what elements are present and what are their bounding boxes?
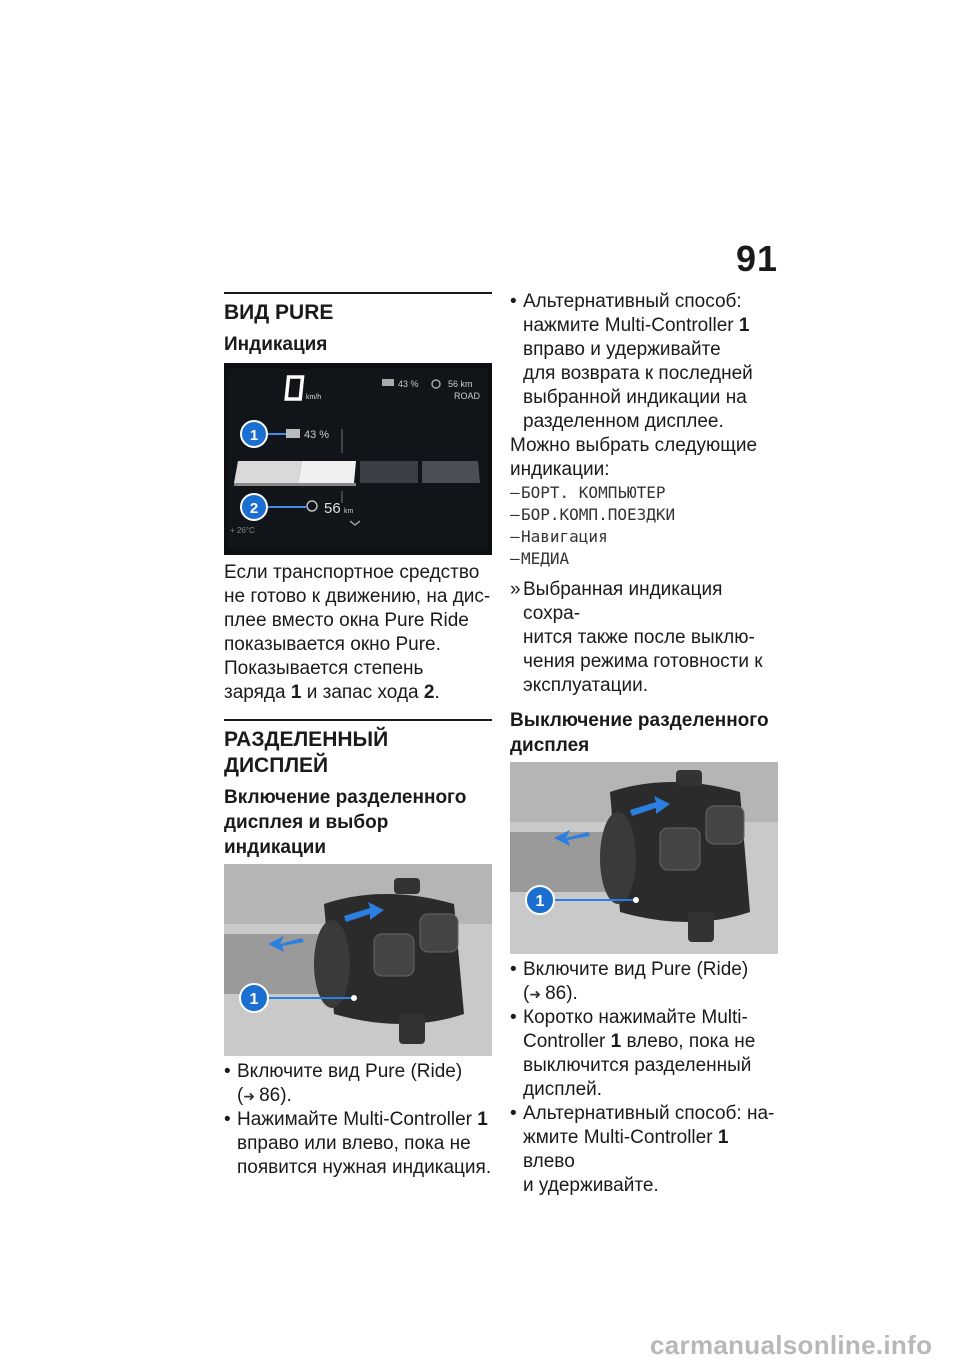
section-title-pure-view: ВИД PURE (224, 301, 334, 324)
multi-controller-photo-left (510, 762, 778, 954)
range-value: 56 (324, 500, 341, 517)
charge-value: 43 % (304, 429, 330, 441)
speed-unit: km/h (306, 394, 322, 401)
list-item: • Альтернативный способ: на- жмите Multi-Controller 1 влево и удерживайте. (510, 1103, 775, 1196)
reference-arrow-icon: ➜ (529, 986, 542, 1002)
callout-badge-2: 2 (249, 500, 259, 517)
list-item: • Включите вид Pure (Ride) (➜ 86). (224, 1061, 463, 1106)
option-item: –БОРТ. КОМПЬЮТЕР (510, 483, 666, 502)
section-divider (224, 292, 492, 294)
disable-split-steps (510, 958, 778, 1198)
svg-text:56 km: 56 km (448, 379, 473, 389)
handlebar-controls-illustration (510, 762, 778, 954)
list-item: • Альтернативный способ: нажмите Multi-Controller 1 вправо и удерживайте для возврата к последней выбранной индикации на разделенном дисплее. (510, 291, 753, 432)
subheading-disable-split: Выключение разделенного дисплея (510, 710, 769, 756)
right-column: • Альтернативный способ: нажмите Multi-Controller 1 вправо и удерживайте для возврата к последней выбранной индикации на разделенном дисплее. Можно выбрать следующие индикации: –БОРТ. КОМПЬЮТЕР –БОР.КОМП.ПОЕЗДКИ –Навигация –МЕДИА » Выбранная индикация сохра- нится также после выклю- чения режима готовности к эксплуатации. Выключение разделенного дисплея 1 • Включите вид Pure (Ride) (➜ 86). • Коротко нажимайте Multi- Controller 1 влево, пока не выключится разделенный дисплей. • Альтернативный способ: на- жмите Multi-Controller 1 влево и удерживайте. (510, 292, 778, 1198)
reference-arrow-icon: ➜ (243, 1088, 256, 1104)
tft-display-illustration (224, 363, 492, 555)
option-item: –БОР.КОМП.ПОЕЗДКИ (510, 505, 676, 524)
callout-badge-1: 1 (249, 991, 259, 1008)
option-item: –МЕДИА (510, 549, 570, 568)
temperature: + 26°C (230, 526, 255, 535)
left-column (224, 292, 492, 1180)
handlebar-controls-illustration (224, 864, 492, 1056)
subheading-indication: Индикация (224, 334, 328, 355)
mode-label: ROAD (454, 391, 481, 401)
subheading-enable-split: Включение разделенного дисплея и выбор индикации (224, 787, 467, 858)
list-item: • Нажимайте Multi-Controller 1 вправо или влево, пока не появится нужная индикация. (224, 1109, 492, 1178)
enable-split-steps (224, 1060, 492, 1180)
svg-text:km: km (344, 508, 354, 515)
list-item: • Включите вид Pure (Ride) (➜ 86). (510, 959, 749, 1004)
result-note: » Выбранная индикация сохра- нится также после выклю- чения режима готовности к эксплуатации. (510, 579, 763, 696)
watermark: carmanualsonline.info (650, 1330, 933, 1360)
section-divider (224, 719, 492, 721)
alternative-method (510, 290, 778, 434)
pure-view-description: Если транспортное средство не готово к движению, на дис- плее вместо окна Pure Ride показывается окно Pure. Показывается степень заряда 1 и запас хода 2. (224, 562, 491, 703)
option-item: –Навигация (510, 527, 608, 546)
indication-options (510, 482, 778, 570)
svg-text:43 %: 43 % (398, 379, 419, 389)
section-title-split-display: РАЗДЕЛЕННЫЙ ДИСПЛЕЙ (224, 728, 389, 777)
callout-badge-1: 1 (535, 893, 545, 910)
page-number: 91 (736, 238, 779, 279)
callout-badge-1: 1 (249, 427, 259, 444)
multi-controller-photo-right (224, 864, 492, 1056)
list-item: • Коротко нажимайте Multi- Controller 1 влево, пока не выключится разделенный дисплей. (510, 1007, 756, 1100)
pure-view-display-image (224, 363, 492, 555)
